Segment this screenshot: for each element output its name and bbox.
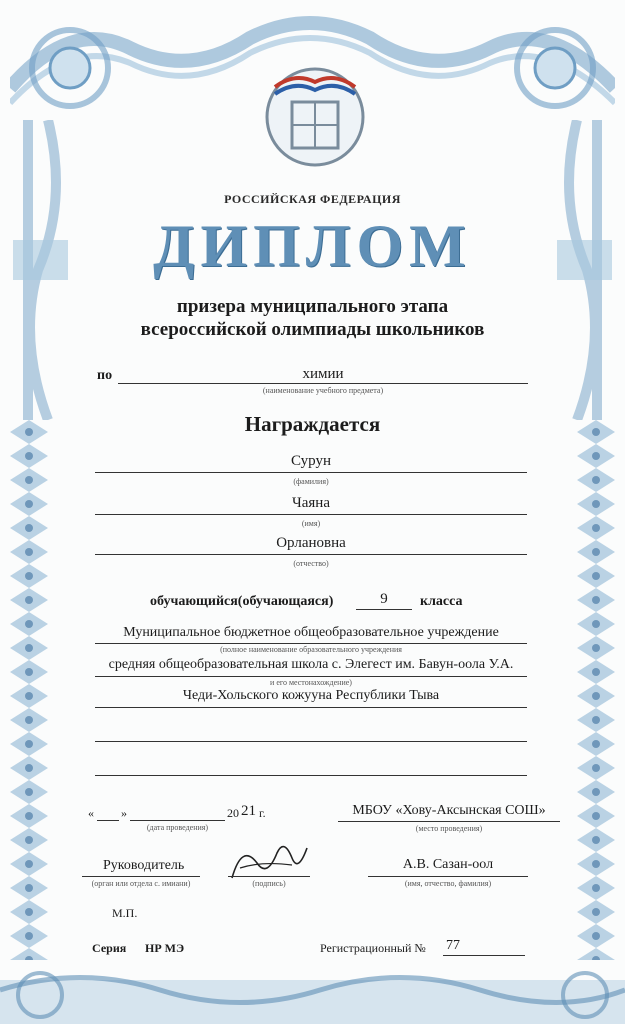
school-caption2: и его местонахождение) <box>270 678 352 687</box>
head-label: Руководитель <box>103 858 185 873</box>
subject-prefix: по <box>97 368 113 383</box>
grade-suffix: класса <box>420 594 463 609</box>
name-line <box>95 514 527 515</box>
school-line3 <box>95 707 527 708</box>
diploma-title: ДИПЛОМ <box>153 213 472 279</box>
place-value: МБОУ «Хову-Аксынская СОШ» <box>352 803 546 818</box>
head-line <box>82 876 200 877</box>
blank-line2 <box>95 775 527 776</box>
date-close-quote: » <box>121 806 127 820</box>
ornament-bottom <box>0 960 625 1024</box>
signer-caption: (имя, отчество, фамилия) <box>404 879 492 888</box>
year-value: 21 <box>241 803 256 819</box>
year-suffix: г. <box>259 806 266 820</box>
school-value2: средняя общеобразовательная школа с. Элегест им. Бавун-оола У.А. <box>108 657 514 672</box>
stamp-label: М.П. <box>112 906 138 920</box>
reg-label: Регистрационный № <box>320 941 426 955</box>
patronymic-value: Орлановна <box>276 535 346 551</box>
date-month-line <box>130 820 225 821</box>
school-caption1: (полное наименование образовательного учреждения <box>220 645 402 654</box>
patronymic-caption: (отчество) <box>293 559 329 568</box>
year-prefix: 20 <box>227 806 239 820</box>
subject-line <box>118 383 528 384</box>
surname-line <box>95 472 527 473</box>
grade-value: 9 <box>380 591 388 607</box>
grade-prefix: обучающийся(обучающаяся) <box>150 594 334 609</box>
subtitle-line2: всероссийской олимпиады школьников <box>140 319 485 340</box>
blank-line1 <box>95 741 527 742</box>
signer-line <box>368 876 528 877</box>
subject-caption: (наименование учебного предмета) <box>262 386 384 395</box>
grade-line <box>356 609 412 610</box>
signer-name: А.В. Сазан-оол <box>402 857 494 872</box>
ornament-band-right <box>577 420 615 960</box>
head-caption: (орган или отдела с. имиани) <box>91 879 191 888</box>
reg-line <box>443 955 525 956</box>
award-heading: Награждается <box>244 412 381 436</box>
school-line2 <box>95 676 527 677</box>
series-value: НР МЭ <box>145 941 185 955</box>
patronymic-line <box>95 554 527 555</box>
date-open-quote: « <box>88 806 94 820</box>
series-label: Серия <box>92 941 127 955</box>
name-caption: (имя) <box>301 519 321 528</box>
signature-caption: (подпись) <box>252 879 286 888</box>
name-value: Чаяна <box>292 495 330 511</box>
reg-value: 77 <box>446 938 460 953</box>
olympiad-emblem <box>260 62 370 172</box>
surname-value: Сурун <box>291 453 331 469</box>
ornament-band-left <box>10 420 48 960</box>
subject-value: химии <box>302 366 344 382</box>
surname-caption: (фамилия) <box>293 477 329 486</box>
place-caption: (место проведения) <box>415 824 483 833</box>
school-value3: Чеди-Хольского кожууна Республики Тыва <box>182 688 440 703</box>
subtitle-line1: призера муниципального этапа <box>176 296 449 317</box>
signature-line <box>228 876 310 877</box>
place-line <box>338 821 560 822</box>
school-value1: Муниципальное бюджетное общеобразовательное учреждение <box>123 625 499 640</box>
date-day-line <box>97 820 119 821</box>
country-label: РОССИЙСКАЯ ФЕДЕРАЦИЯ <box>224 192 401 206</box>
date-caption: (дата проведения) <box>146 823 209 832</box>
school-line1 <box>95 643 527 644</box>
